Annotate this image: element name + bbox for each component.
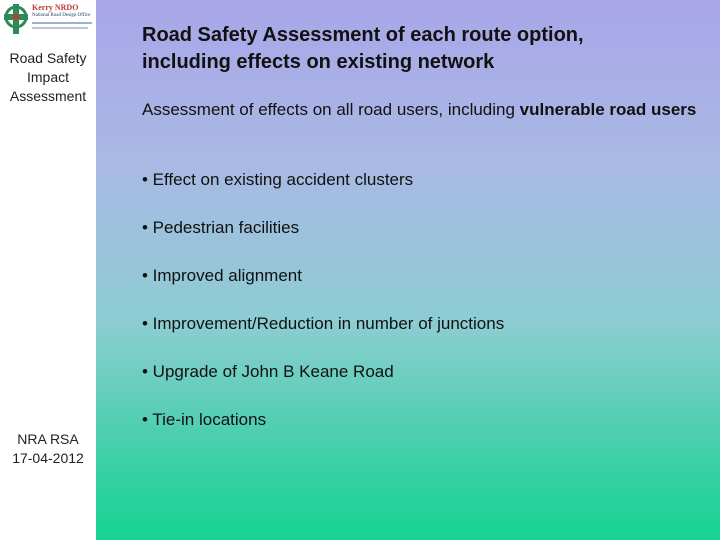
bullet-item: • Upgrade of John B Keane Road <box>142 362 394 381</box>
logo-tagline-line <box>32 22 92 24</box>
slide-heading-line: Road Safety Assessment of each route option, <box>142 24 584 46</box>
logo-tagline-line <box>32 27 88 29</box>
subheading-text: Assessment of effects on all road users, including <box>142 100 520 119</box>
bullet-list <box>142 170 504 458</box>
sidebar-footer-line: NRA RSA <box>17 431 79 447</box>
sidebar-footer-line: 17-04-2012 <box>12 450 84 466</box>
sidebar-title-line: Road Safety <box>9 50 87 66</box>
logo-subtitle: National Road Design Office <box>32 13 91 18</box>
bullet-item: • Pedestrian facilities <box>142 218 300 237</box>
sidebar <box>0 0 96 540</box>
slide-heading <box>142 22 702 76</box>
bullet-item: • Effect on existing accident clusters <box>142 170 414 189</box>
logo <box>2 2 94 38</box>
bullet-item: • Improved alignment <box>142 266 302 285</box>
sidebar-title-line: Assessment <box>9 88 87 104</box>
sidebar-footer <box>0 430 96 468</box>
bullet-item: • Tie-in locations <box>142 410 267 429</box>
celtic-cross-icon <box>2 2 30 36</box>
slide-heading-line: including effects on existing network <box>142 51 495 73</box>
sidebar-title <box>0 49 96 106</box>
bullet-item: • Improvement/Reduction in number of junctions <box>142 314 505 333</box>
slide-subheading <box>142 98 702 121</box>
subheading-emphasis: vulnerable road users <box>519 100 697 119</box>
logo-title: Kerry NRDO <box>32 3 79 12</box>
sidebar-title-line: Impact <box>26 69 69 85</box>
